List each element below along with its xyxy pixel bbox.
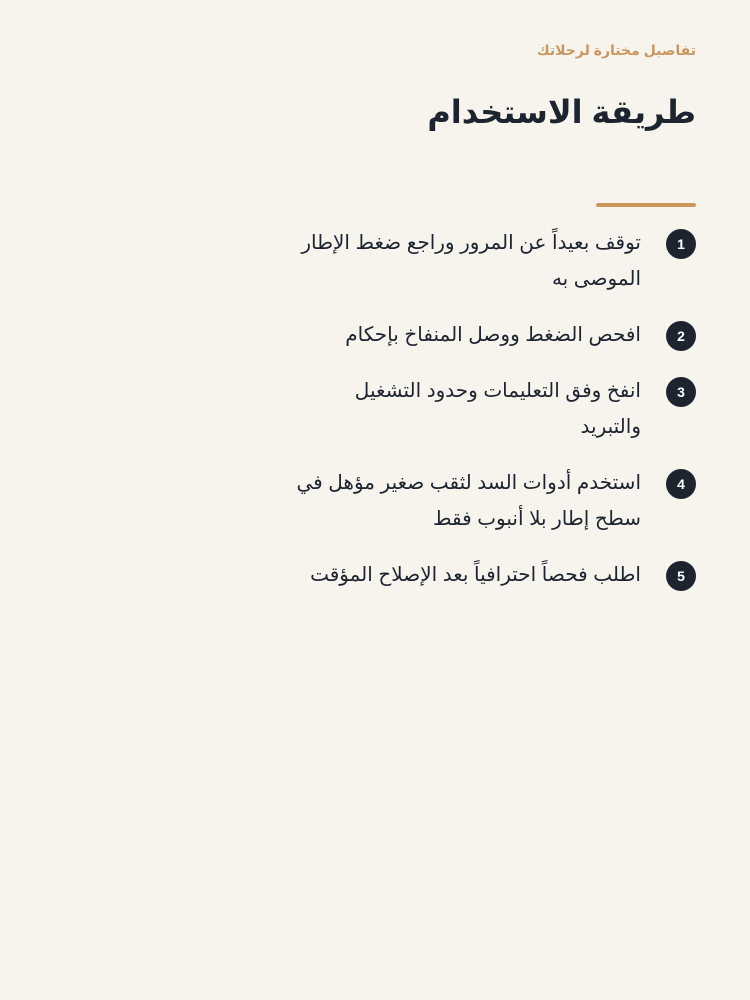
- step-text: افحص الضغط ووصل المنفاخ بإحكام: [345, 324, 641, 346]
- step-number-badge: 2: [666, 321, 696, 351]
- step-text: توقف بعيداً عن المرور وراجع ضغط الإطار الموصى به: [301, 232, 641, 290]
- step-item-2: [296, 317, 696, 353]
- step-text: اطلب فحصاً احترافياً بعد الإصلاح المؤقت: [310, 564, 641, 586]
- accent-divider: [596, 203, 696, 207]
- step-item-1: [296, 225, 696, 297]
- step-item-4: [296, 465, 696, 537]
- step-item-3: [296, 373, 696, 445]
- step-text: انفخ وفق التعليمات وحدود التشغيل والتبريد: [354, 380, 641, 438]
- eyebrow-label: تفاصيل مختارة لرحلاتك: [536, 42, 696, 58]
- step-text: استخدم أدوات السد لثقب صغير مؤهل في سطح إطار بلا أنبوب فقط: [296, 472, 641, 530]
- step-number-badge: 3: [666, 377, 696, 407]
- step-item-5: [296, 557, 696, 593]
- step-number-badge: 5: [666, 561, 696, 591]
- step-number-badge: 4: [666, 469, 696, 499]
- step-number-badge: 1: [666, 229, 696, 259]
- steps-list: [296, 225, 696, 593]
- page-title: طريقة الاستخدام: [427, 94, 696, 130]
